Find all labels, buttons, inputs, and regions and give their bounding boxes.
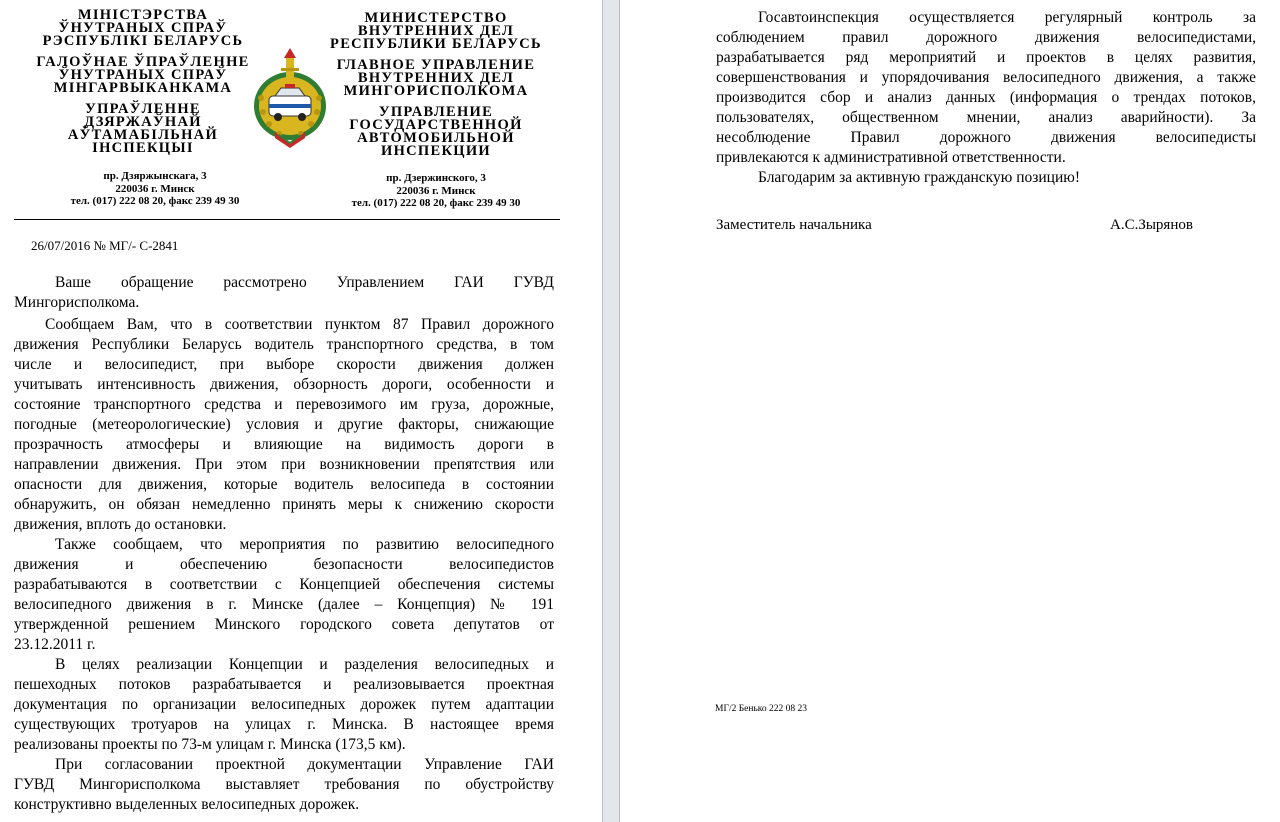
header-line: АВТОМОБИЛЬНОЙ <box>357 130 515 146</box>
body-line: движения, вплоть до остановки. <box>14 516 227 533</box>
address-street: пр. Дзержинского, 3 <box>386 172 486 184</box>
body-line: пешеходных потоков разрабатывается и реализовывается проектная <box>14 676 554 693</box>
signature-name: А.С.Зырянов <box>1110 217 1193 233</box>
document-page-right <box>620 0 1280 822</box>
body-line: привлекаются к административной ответственности. <box>716 149 1066 166</box>
body-line: ГУВД Мингорисполкома выставляет требования по обустройству <box>14 776 554 793</box>
body-line: Также сообщаем, что мероприятия по развитию велосипедного <box>55 536 554 553</box>
body-line: состояние транспортного средства и перевозимого им груза, дорожные, <box>14 396 554 413</box>
body-line: направлении движения. При этом при возникновении препятствия или <box>14 456 554 473</box>
body-line: В целях реализации Концепции и разделения велосипедных и <box>55 656 554 673</box>
header-line: УПРАВЛЕНИЕ <box>378 104 494 120</box>
signature-position: Заместитель начальника <box>716 217 872 233</box>
header-line: МИНИСТЕРСТВО <box>364 10 508 26</box>
header-line: ЎНУТРАНЫХ СПРАЎ <box>58 67 228 83</box>
header-line: ГОСУДАРСТВЕННОЙ <box>349 117 523 133</box>
header-right-address <box>320 172 552 210</box>
body-line: реализованы проекты по 73-м улицам г. Минска (173,5 км). <box>14 736 406 753</box>
header-line: ІНСПЕКЦЫІ <box>92 140 194 156</box>
header-line: ГАЛОЎНАЕ ЎПРАЎЛЕННЕ <box>36 54 250 70</box>
body-line: прозрачность атмосферы и влияющие на видимость дороги в <box>14 436 554 453</box>
executor-note: МГ/2 Бенько 222 08 23 <box>715 704 808 714</box>
body-line: Мингорисполкома. <box>14 294 140 311</box>
body-line: соблюдением правил дорожного движения велосипедистами, <box>716 29 1256 46</box>
body-line: несоблюдение Правил дорожного движения велосипедисты <box>716 129 1256 146</box>
body-line: учитывать интенсивность движения, обзорность дороги, особенности и <box>14 376 554 393</box>
registration-number: 26/07/2016 № МГ/- С-2841 <box>31 238 179 253</box>
page-gutter <box>602 0 620 822</box>
body-line: велосипедного движения в г. Минске (далее – Концепция) № 191 <box>14 596 554 613</box>
header-line: УПРАЎЛЕННЕ <box>85 101 201 117</box>
body-line: опасности для движения, которые водитель велосипеда в состоянии <box>14 476 554 493</box>
body-line: документация по организации велосипедных дорожек путем адаптации <box>14 696 554 713</box>
body-line: пользователях, общественном мнении, анализ аварийности). За <box>716 109 1256 126</box>
header-right-block <box>320 12 552 158</box>
address-street: пр. Дзяржынскага, 3 <box>103 170 207 182</box>
header-left-address <box>40 170 270 208</box>
header-left-block <box>28 9 258 155</box>
body-line: разрабатываются в соответствии с Концепцией обеспечения системы <box>14 576 554 593</box>
header-line: ВНУТРЕННИХ ДЕЛ <box>357 70 515 86</box>
address-phone: тел. (017) 222 08 20, факс 239 49 30 <box>70 195 240 207</box>
header-line: ДЗЯРЖАЎНАЙ <box>84 114 202 130</box>
body-line: движения и обеспечению безопасности велосипедистов <box>14 556 554 573</box>
header-line: МІНІСТЭРСТВА <box>77 7 209 23</box>
header-line: МИНГОРИСПОЛКОМА <box>343 83 529 99</box>
body-line: утвержденной решением Минского городского совета депутатов от <box>14 616 554 633</box>
header-line: ГЛАВНОЕ УПРАВЛЕНИЕ <box>336 57 536 73</box>
address-phone: тел. (017) 222 08 20, факс 239 49 30 <box>351 197 521 209</box>
header-divider <box>14 219 560 220</box>
body-line: Сообщаем Вам, что в соответствии пунктом 87 Правил дорожного <box>45 316 554 333</box>
body-line: совершенствования и упорядочивания велосипедного движения, а также <box>716 69 1256 86</box>
body-line: разрабатывается ряд мероприятий и проектов в целях развития, <box>716 49 1256 66</box>
header-line: АЎТАМАБІЛЬНАЙ <box>67 127 219 143</box>
header-line: МІНГАРВЫКАНКАМА <box>53 80 233 96</box>
header-line: ЎНУТРАНЫХ СПРАЎ <box>58 20 228 36</box>
body-line: существующих тротуаров на улицах г. Минска. В настоящее время <box>14 716 554 733</box>
body-line: Госавтоинспекция осуществляется регулярный контроль за <box>758 9 1256 26</box>
gai-emblem-icon <box>249 46 331 150</box>
header-line: ВНУТРЕННИХ ДЕЛ <box>357 23 515 39</box>
body-line: 23.12.2011 г. <box>14 636 96 653</box>
header-line: РЭСПУБЛІКІ БЕЛАРУСЬ <box>42 33 244 49</box>
body-line: производится сбор и анализ данных (информация о трендах потоков, <box>716 89 1256 106</box>
body-line: конструктивно выделенных велосипедных дорожек. <box>14 796 360 813</box>
address-city: 220036 г. Минск <box>115 182 195 195</box>
document-page-left <box>0 0 602 822</box>
body-line: числе и велосипедист, при выборе скорости движения должен <box>14 356 554 373</box>
body-line: движения Республики Беларусь водитель транспортного средства, в том <box>14 336 554 353</box>
header-line: РЕСПУБЛИКИ БЕЛАРУСЬ <box>330 36 542 52</box>
body-line: Ваше обращение рассмотрено Управлением ГАИ ГУВД <box>55 274 554 291</box>
header-line: ИНСПЕКЦИИ <box>380 143 492 159</box>
body-line: погодные (метеорологические) условия и другие факторы, снижающие <box>14 416 554 433</box>
body-line: При согласовании проектной документации Управление ГАИ <box>55 756 554 773</box>
address-city: 220036 г. Минск <box>396 184 476 197</box>
body-line: обнаружить, он обязан немедленно принять меры к снижению скорости <box>14 496 554 513</box>
body-line: Благодарим за активную гражданскую позицию! <box>758 169 1080 186</box>
